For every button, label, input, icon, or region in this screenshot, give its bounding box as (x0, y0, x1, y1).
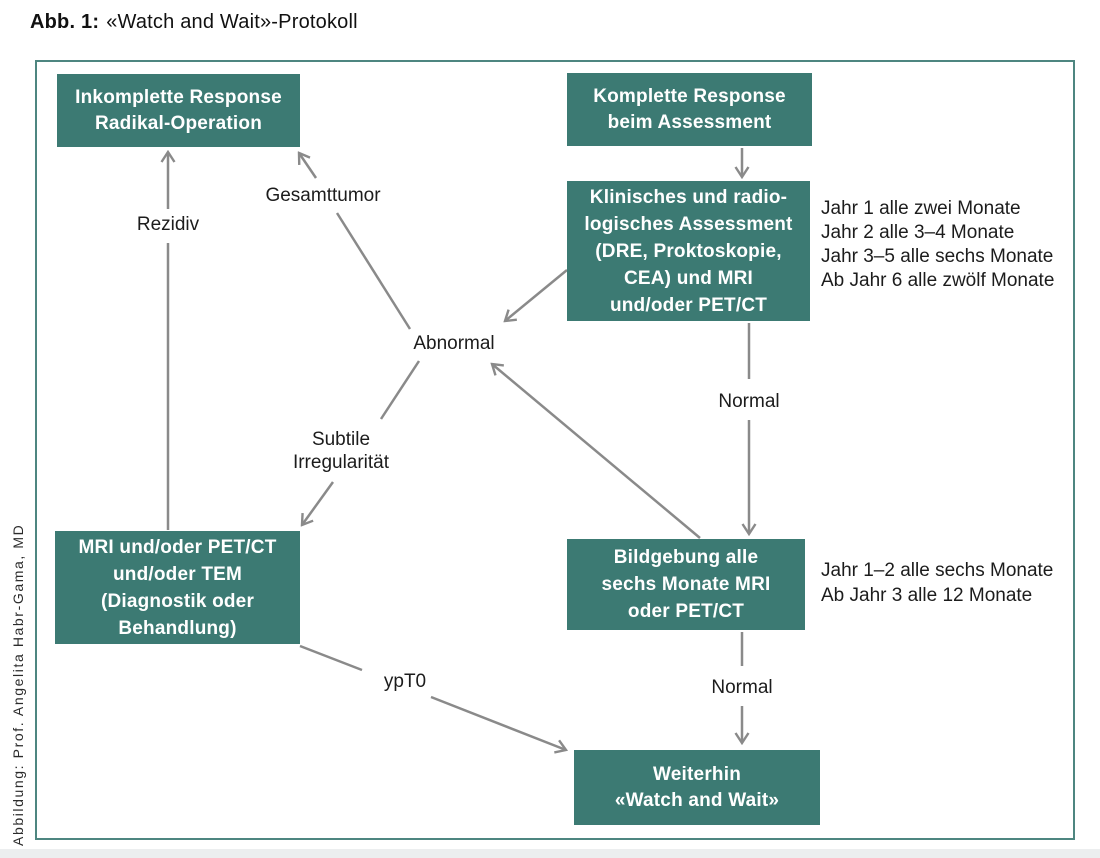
node-komplette-response (567, 73, 812, 146)
node-line: (DRE, Proktoskopie, (595, 240, 782, 262)
node-line: Komplette Response (593, 85, 786, 107)
node-bildgebung (567, 539, 805, 630)
edge-label-rezidiv: Rezidiv (136, 214, 200, 235)
node-line: CEA) und MRI (623, 267, 754, 289)
figure-title (30, 11, 358, 34)
node-line: und/oder PET/CT (609, 294, 768, 316)
node-line: beim Assessment (607, 111, 772, 133)
node-line: Inkomplette Response (75, 86, 282, 108)
node-line: Weiterhin (652, 763, 741, 785)
annotation-line: Jahr 2 alle 3–4 Monate (821, 222, 1015, 243)
node-line: oder PET/CT (627, 601, 745, 622)
node-inkomplette-response (57, 74, 300, 147)
annotation-line: Ab Jahr 3 alle 12 Monate (821, 585, 1033, 606)
node-line: Behandlung) (118, 617, 237, 639)
node-line: (Diagnostik oder (100, 590, 255, 612)
annotation-line: Jahr 1–2 alle sechs Monate (821, 560, 1054, 581)
annotation-line: Ab Jahr 6 alle zwölf Monate (821, 270, 1055, 291)
node-line: sechs Monate MRI (601, 574, 771, 595)
edge-label-gesamttumor: Gesamttumor (265, 185, 381, 206)
node-line: Bildgebung alle (613, 547, 759, 568)
node-line: logisches Assessment (584, 213, 793, 235)
node-line: MRI und/oder PET/CT (78, 536, 277, 558)
edge-label-line: Subtile (311, 429, 371, 450)
node-weiterhin-watch-and-wait (574, 750, 820, 825)
annotation-line: Jahr 1 alle zwei Monate (821, 198, 1021, 219)
node-line: «Watch and Wait» (614, 789, 780, 811)
node-line: Radikal-Operation (94, 112, 263, 134)
annotation-assessment-schedule (821, 197, 1054, 293)
node-assessment (567, 181, 810, 321)
figure-title-text: «Watch and Wait»-Protokoll (106, 11, 358, 33)
edge-label-normal-lower: Normal (711, 677, 773, 698)
node-mri-tem (55, 531, 300, 644)
annotation-imaging-schedule (821, 558, 1053, 608)
image-credit: Abbildung: Prof. Angelita Habr-Gama, MD (10, 523, 26, 846)
edge-label-line: Irregularität (292, 452, 390, 473)
diagram-frame (35, 60, 1075, 840)
annotation-line: Jahr 3–5 alle sechs Monate (821, 246, 1054, 267)
edge-label-subtile-irregularitaet (281, 428, 401, 474)
edge-label-abnormal: Abnormal (413, 333, 495, 354)
edge-label-ypt0: ypT0 (383, 671, 427, 692)
figure-number: Abb. 1: (30, 11, 100, 33)
node-line: Klinisches und radio- (589, 186, 788, 208)
edge-label-normal-upper: Normal (718, 391, 780, 412)
node-line: und/oder TEM (112, 563, 243, 585)
page-bottom-edge (0, 849, 1100, 858)
